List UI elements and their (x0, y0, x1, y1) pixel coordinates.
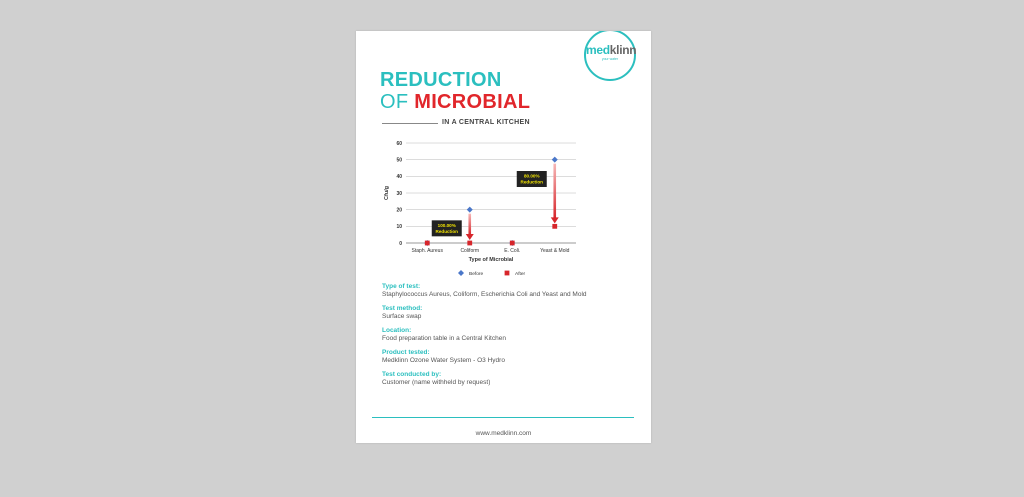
annotation-label: Reduction (520, 179, 543, 185)
info-type-of-test (382, 283, 642, 299)
y-tick-label: 50 (396, 157, 402, 164)
reduction-arrow-shaft (468, 214, 471, 235)
legend-swatch-before (458, 270, 464, 276)
legend-swatch-after (505, 271, 510, 276)
point-after (425, 241, 430, 246)
info-label: Test method: (382, 305, 423, 312)
info-label: Location: (382, 327, 412, 334)
test-info (382, 283, 642, 393)
info-product-tested (382, 349, 642, 365)
subtitle: IN A CENTRAL KITCHEN (442, 119, 530, 126)
reduction-arrow-head (551, 217, 559, 223)
point-before (552, 157, 558, 163)
x-tick-label: Staph. Aureus (411, 248, 443, 254)
footer-url-link[interactable]: www.medklinn.com (475, 430, 532, 437)
info-value: Customer (name withheld by request) (382, 379, 491, 386)
subtitle-rule (382, 123, 438, 124)
y-tick-label: 30 (396, 190, 402, 197)
annotation-label: 100.00% (437, 222, 456, 228)
info-value: Staphylococcus Aureus, Coliform, Escherichia Coli and Yeast and Mold (382, 291, 587, 298)
info-value: Medklinn Ozone Water System - O3 Hydro (382, 357, 505, 364)
annotation-label: Reduction (435, 228, 458, 234)
y-axis-label: Cfu/g (384, 185, 390, 201)
title-line-1: REDUCTION (380, 69, 502, 91)
y-tick-label: 0 (399, 240, 402, 247)
annotation-label: 80.00% (523, 173, 540, 179)
logo-wordmark: medklinn (586, 43, 637, 57)
info-location (382, 327, 642, 343)
footer-rule (372, 417, 634, 418)
logo-tagline: your water (601, 57, 619, 61)
x-tick-label: E. Coli. (504, 248, 521, 254)
info-value: Surface swap (382, 313, 422, 320)
report-page (356, 31, 651, 443)
legend-label-after: After (515, 271, 526, 277)
y-tick-label: 20 (396, 207, 402, 214)
x-axis-label: Type of Microbial (468, 257, 514, 263)
info-label: Test conducted by: (382, 371, 442, 378)
point-before (467, 207, 473, 213)
reduction-arrow-shaft (553, 164, 556, 219)
y-tick-label: 40 (396, 174, 402, 181)
info-test-method (382, 305, 642, 321)
info-label: Product tested: (382, 349, 430, 356)
point-after (552, 224, 557, 229)
info-value: Food preparation table in a Central Kitchen (382, 335, 506, 342)
y-tick-label: 10 (396, 224, 402, 231)
legend-label-before: Before (469, 271, 484, 277)
x-tick-label: Coliform (460, 248, 480, 254)
reduction-arrow-head (466, 234, 474, 240)
medklinn-logo (584, 31, 636, 81)
title-line-2: OF MICROBIAL (380, 91, 531, 113)
x-tick-label: Yeast & Mold (540, 248, 570, 254)
y-tick-label: 60 (396, 140, 402, 147)
point-after (467, 241, 472, 246)
point-after (510, 241, 515, 246)
microbial-chart (374, 137, 584, 277)
info-conducted-by (382, 371, 642, 387)
info-label: Type of test: (382, 283, 421, 290)
